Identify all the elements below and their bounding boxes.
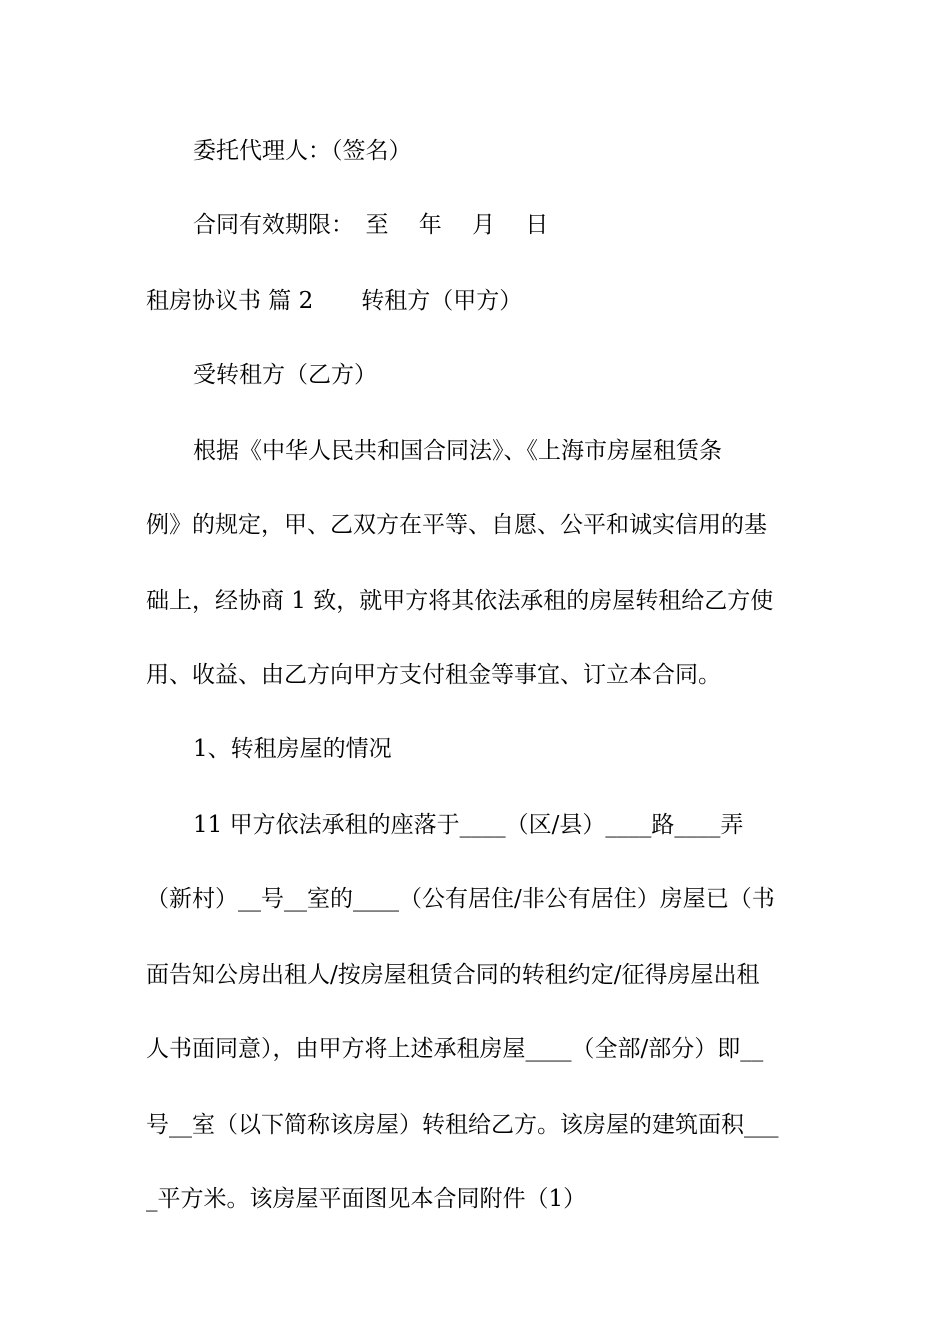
section-heading-line [146, 286, 816, 316]
paragraph-line: （新村）__号__室的____（公有居住/非公有居住）房屋已（书 [146, 886, 775, 912]
contract-period-line: 合同有效期限： 至 年 月 日 [193, 212, 549, 238]
party-a-label: 转租方（甲方） [361, 288, 523, 314]
paragraph-line: _平方米。该房屋平面图见本合同附件（1） [146, 1186, 587, 1212]
paragraph-line: 础上，经协商 1 致，就甲方将其依法承租的房屋转租给乙方使 [146, 588, 774, 614]
agent-signature-line: 委托代理人：（签名） [193, 138, 412, 164]
paragraph-line: 例》的规定，甲、乙双方在平等、自愿、公平和诚实信用的基 [146, 512, 767, 538]
paragraph-line: 号__室（以下简称该房屋）转租给乙方。该房屋的建筑面积___ [146, 1112, 779, 1138]
clause-heading: 1、转租房屋的情况 [193, 736, 392, 762]
paragraph-line: 用、收益、由乙方向甲方支付租金等事宜、订立本合同。 [146, 662, 721, 688]
paragraph-line: 人书面同意），由甲方将上述承租房屋____（全部/部分）即__ [146, 1036, 764, 1062]
paragraph-line: 11 甲方依法承租的座落于____（区/县）____路____弄 [193, 812, 744, 838]
section-title: 租房协议书 篇 2 [146, 288, 314, 314]
paragraph-line: 面告知公房出租人/按房屋租赁合同的转租约定/征得房屋出租 [146, 962, 760, 988]
paragraph-line: 根据《中华人民共和国合同法》、《上海市房屋租赁条 [193, 438, 722, 464]
party-b-label: 受转租方（乙方） [193, 362, 377, 388]
